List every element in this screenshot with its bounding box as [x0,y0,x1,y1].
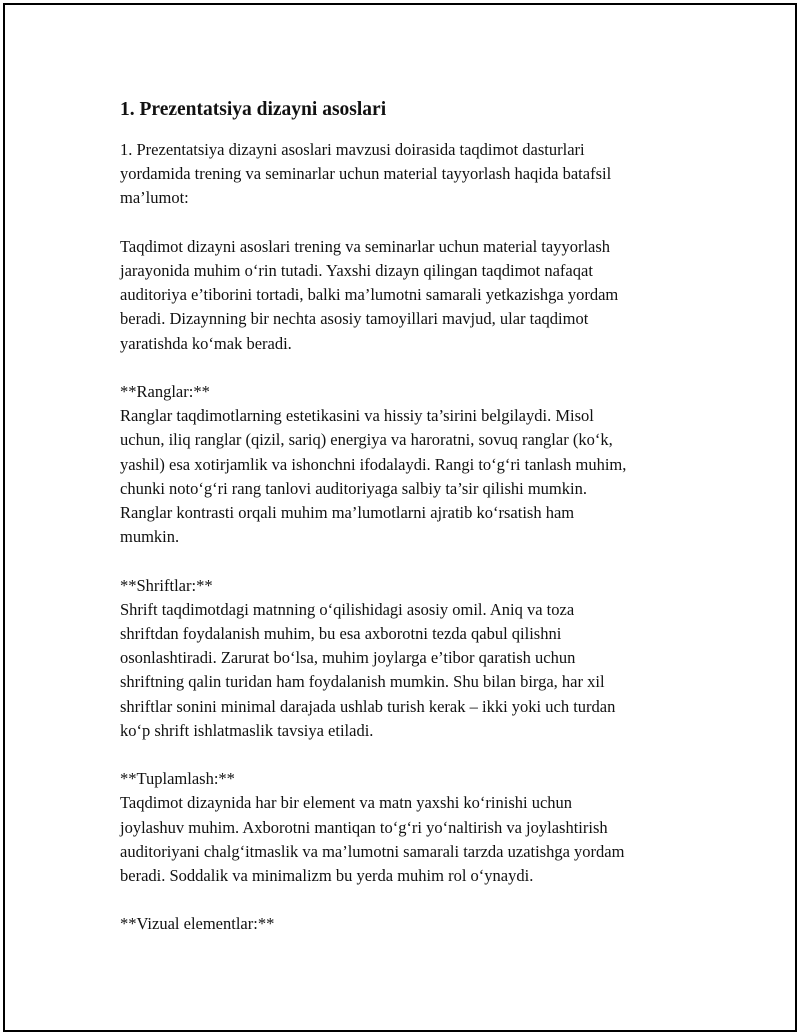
visual-elements-section: **Vizual elementlar:** [120,914,275,934]
document-body [120,95,685,961]
intro-paragraph: 1. Prezentatsiya dizayni asoslari mavzusi doirasida taqdimot dasturlari yordamida trening va seminarlar uchun material tayyorlash haqida batafsil ma’lumot: [120,140,612,208]
overview-paragraph: Taqdimot dizayni asoslari trening va seminarlar uchun material tayyorlash jarayonida muhim o‘rin tutadi. Yaxshi dizayn qilingan taqdimot nafaqat auditoriya e’tiborini tortadi, balki ma’lumotni samarali yetkazishga yordam beradi. Dizaynning bir nechta asosiy tamoyillari mavjud, ular taqdimot yaratishda ko‘mak beradi. [120,236,619,353]
colors-section: **Ranglar:** Ranglar taqdimotlarning estetikasini va hissiy ta’sirini belgilaydi. Misol uchun, iliq ranglar (qizil, sariq) energiya va haroratni, sovuq ranglar (ko‘k, yashil) esa xotirjamlik va ishonchni ifodalaydi. Rangi to‘g‘ri tanlash muhim, chunki noto‘g‘ri rang tanlovi auditoriyaga salbiy ta’sir qilishi mumkin. Ranglar kontrasti orqali muhim ma’lumotlarni ajratib ko‘rsatish ham mumkin. [120,382,627,547]
page-frame [3,3,797,1032]
fonts-section: **Shriftlar:** Shrift taqdimotdagi matnning o‘qilishidagi asosiy omil. Aniq va toza shriftdan foydalanish muhim, bu esa axborotni tezda qabul qilishni osonlashtiradi. Zarurat bo‘lsa, muhim joylarga e’tibor qaratish uchun shriftning qalin turidan ham foydalanish mumkin. Shu bilan birga, har xil shriftlar sonini minimal darajada ushlab turish kerak – ikki yoki uch turdan ko‘p shrift ishlatmaslik tavsiya etiladi. [120,575,616,740]
layout-section: **Tuplamlash:** Taqdimot dizaynida har bir element va matn yaxshi ko‘rinishi uchun joylashuv muhim. Axborotni mantiqan to‘g‘ri yo‘naltirish va joylashtirish auditoriyani chalg‘itmaslik va ma’lumotni samarali tarzda uzatishga yordam beradi. Soddalik va minimalizm bu yerda muhim rol o‘ynaydi. [120,769,625,886]
document-heading: 1. Prezentatsiya dizayni asoslari [120,99,387,120]
